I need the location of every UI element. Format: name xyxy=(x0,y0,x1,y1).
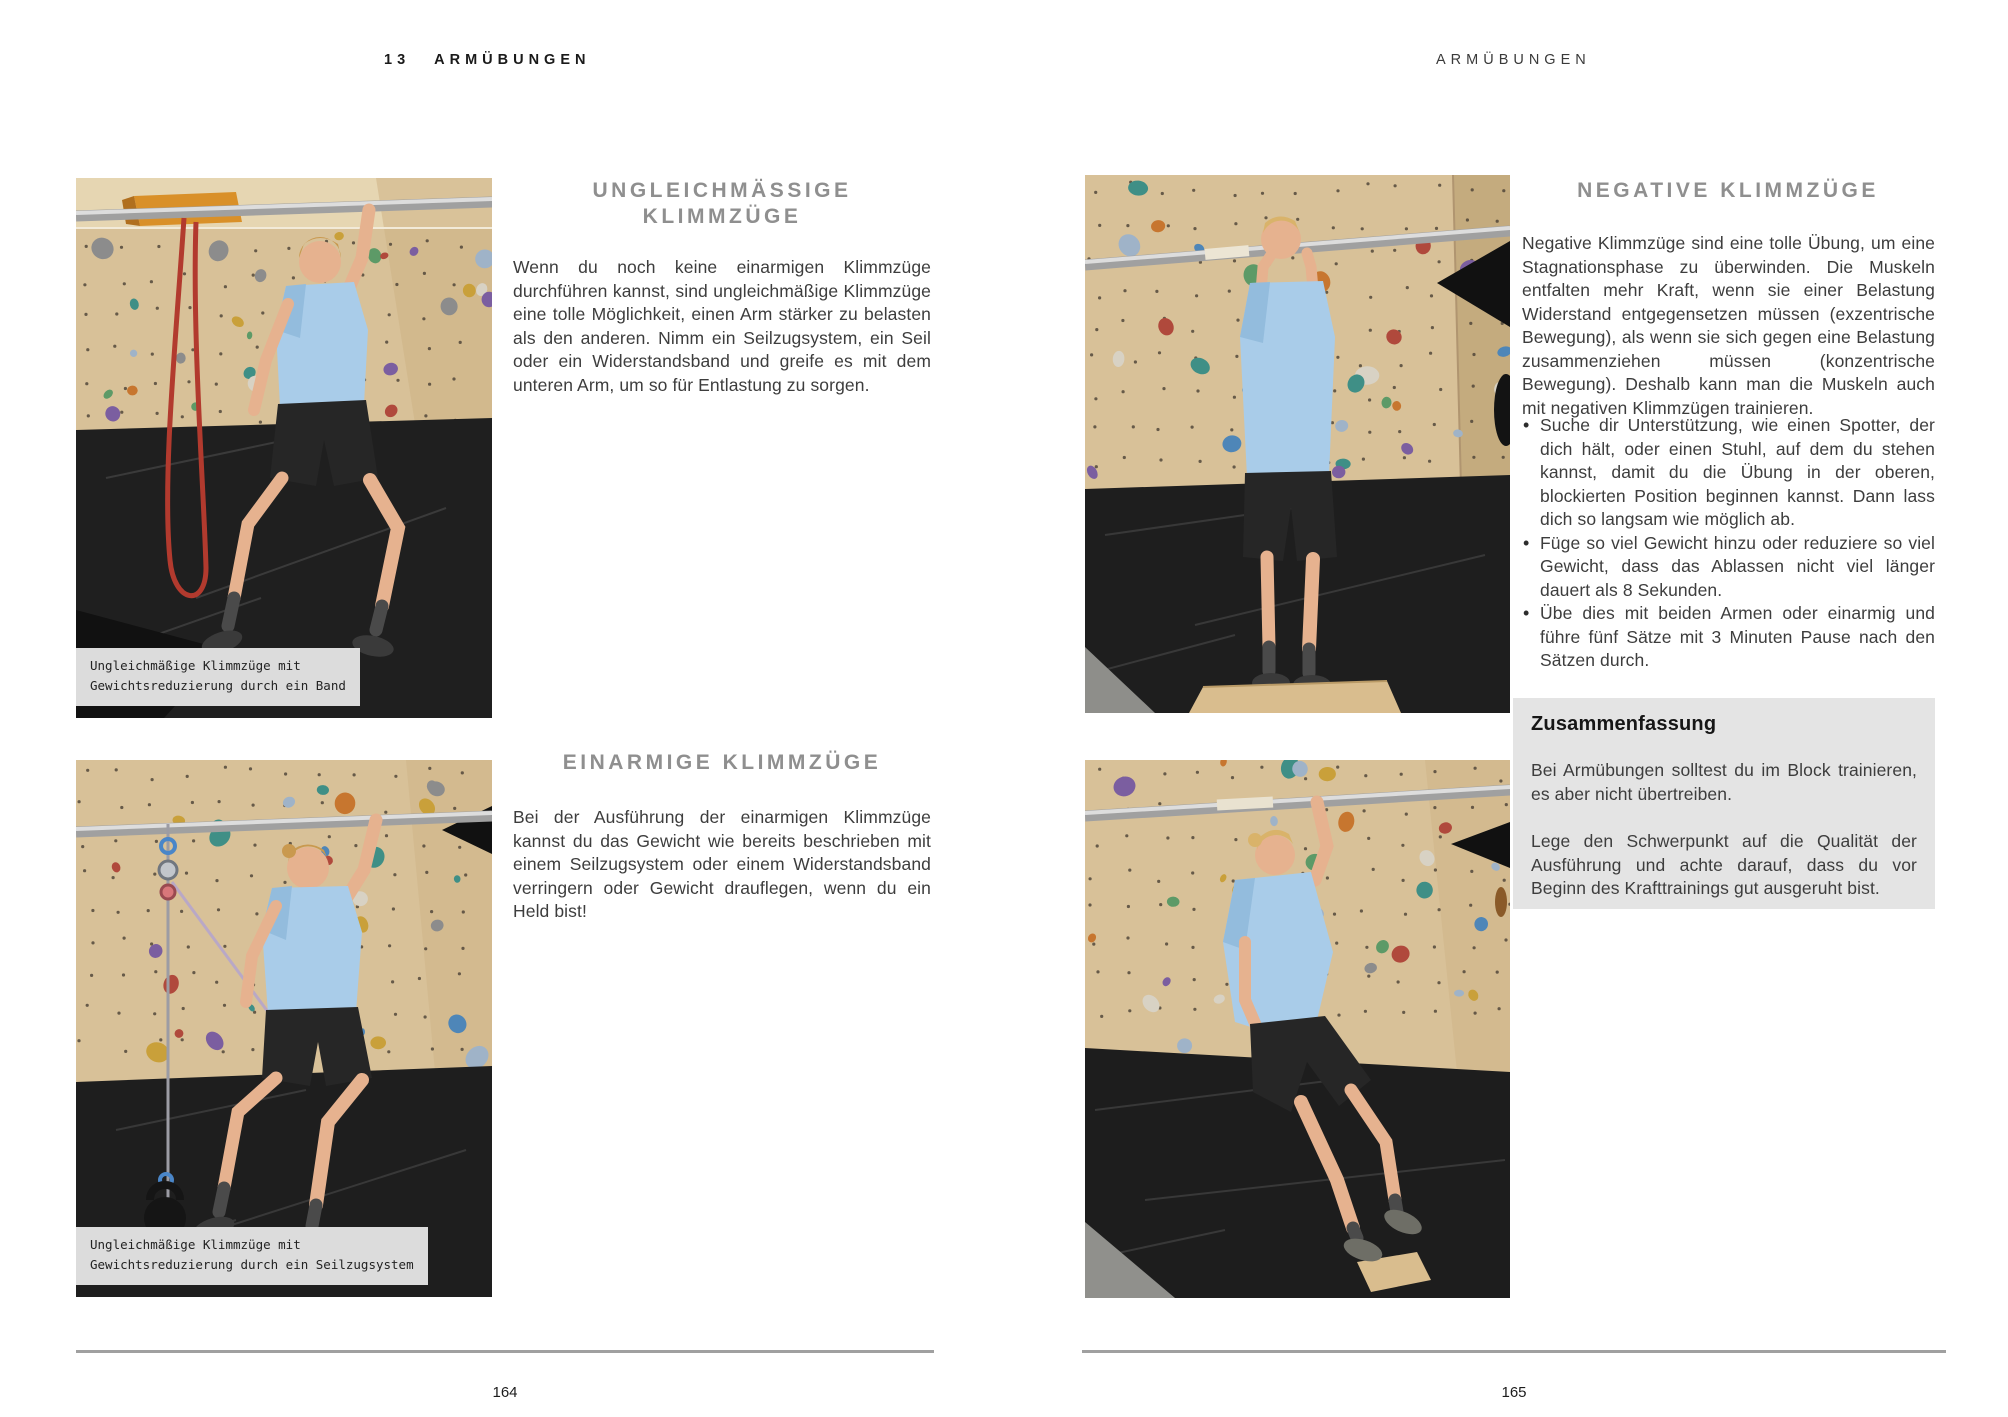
summary-paragraph: Bei Armübungen solltest du im Block trainieren, es aber nicht übertreiben. xyxy=(1531,760,1917,804)
photo-uneven-pullup-pulley-illustration xyxy=(76,760,492,1297)
page-header-left xyxy=(384,52,590,68)
bullet-item: • Suche dir Unterstützung, wie einen Spotter, der dich hält, oder einen Stuhl, auf dem du stehen kannst, damit du die Übung in der oberen, blockierten Position beginnen kannst. Dann lass dich so langsam wie möglich ab. xyxy=(1522,414,1935,532)
page-number-right: 165 xyxy=(1501,1384,1527,1401)
chapter-number: 13 xyxy=(384,52,411,68)
photo-negative-pullup-top-illustration xyxy=(1085,175,1510,713)
section-heading-uneven-pullups: UNGLEICHMÄSSIGE KLIMMZÜGE xyxy=(592,179,852,229)
summary-box xyxy=(1513,698,1935,909)
section-body-uneven-pullups: Wenn du noch keine einarmigen Klimmzüge durchführen kannst, sind ungleichmäßige Klimmzüge eine tolle Möglichkeit, einen Arm stärker zu belasten als den anderen. Nimm ein Seilzugsystem, ein Seil oder ein Widerstandsband und greife es mit dem unteren Arm, um so für Entlastung zu sorgen. xyxy=(513,257,931,395)
section-heading-one-arm-pullups: EINARMIGE KLIMMZÜGE xyxy=(562,751,882,774)
section-body-negative-pullups: Negative Klimmzüge sind eine tolle Übung, um eine Stagnationsphase zu überwinden. Die Muskeln entfalten mehr Kraft, wenn sie einer Belastung Widerstand entgegensetzen müssen (exzentrische Bewegung), als wenn sie sich gegen eine Belastung zusammenziehen müssen (konzentrische Bewegung). Deshalb kann man die Muskeln auch mit negativen Klimmzügen trainieren. xyxy=(1522,233,1935,418)
negative-pullups-bullet-list xyxy=(1522,414,1935,673)
page-number-left: 164 xyxy=(492,1384,518,1401)
footer-rule-right xyxy=(1082,1350,1946,1353)
summary-paragraph: Lege den Schwerpunkt auf die Qualität der Ausführung und achte darauf, dass du vor Beginn des Krafttrainings gut ausgeruht bist. xyxy=(1531,831,1917,898)
photo-caption-band: Ungleichmäßige Klimmzüge mit Gewichtsreduzierung durch ein Band xyxy=(76,648,360,706)
photo-caption-pulley: Ungleichmäßige Klimmzüge mit Gewichtsreduzierung durch ein Seilzugsystem xyxy=(76,1227,428,1285)
photo-negative-pullup-lowering-illustration xyxy=(1085,760,1510,1298)
summary-title: Zusammenfassung xyxy=(1531,713,1717,735)
photo-negative-pullup-top-position xyxy=(1085,175,1510,713)
page-header-right xyxy=(1436,52,1591,68)
photo-uneven-pullup-band xyxy=(76,178,492,718)
chapter-title: ARMÜBUNGEN xyxy=(1436,52,1591,68)
wooden-box xyxy=(1189,681,1401,713)
photo-negative-pullup-lowering xyxy=(1085,760,1510,1298)
photo-uneven-pullup-pulley xyxy=(76,760,492,1297)
chapter-title: ARMÜBUNGEN xyxy=(434,52,591,68)
photo-uneven-pullup-band-illustration xyxy=(76,178,492,718)
bullet-item: • Übe dies mit beiden Armen oder einarmig und führe fünf Sätze mit 3 Minuten Pause nach den Sätzen durch. xyxy=(1522,602,1935,673)
bullet-item: • Füge so viel Gewicht hinzu oder reduziere so viel Gewicht, dass das Ablassen nicht viel länger dauert als 8 Sekunden. xyxy=(1522,532,1935,603)
footer-rule-left xyxy=(76,1350,934,1353)
section-heading-negative-pullups: NEGATIVE KLIMMZÜGE xyxy=(1577,179,1879,202)
section-body-one-arm-pullups: Bei der Ausführung der einarmigen Klimmzüge kannst du das Gewicht wie bereits beschrieben mit einem Seilzugsystem oder einem Widerstandsband verringern oder Gewicht drauflegen, wenn du ein Held bist! xyxy=(513,807,931,921)
